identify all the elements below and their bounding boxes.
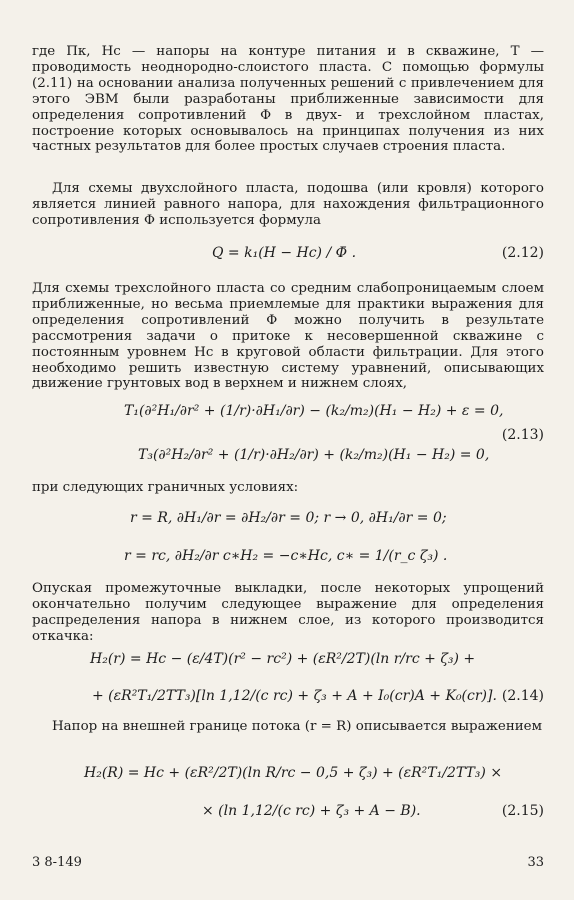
equation-2-13b-body: T₃(∂²H₂/∂r² + (1/r)·∂H₂/∂r) + (k₂/m₂)(Н₁ − Н₂) = 0, [138, 447, 490, 463]
paragraph-6: Напор на внешней границе потока (r = R) описывается выражением [52, 719, 543, 734]
equation-2-14a [32, 646, 544, 672]
equation-2-14b-body: + (εR²T₁/2TT₃)[ln 1,12/(c rс) + ζ₃ + A + I₀(cr)A + K₀(cr)]. [92, 688, 497, 704]
equation-2-14a-body: H₂(r) = Нс − (ε/4T)(r² − rс²) + (εR²/2T)(ln r/rс + ζ₃) + [90, 651, 476, 667]
equation-2-15a [32, 760, 544, 786]
boundary-condition-1-body: r = R, ∂H₁/∂r = ∂H₂/∂r = 0; r → 0, ∂H₁/∂r = 0; [130, 510, 447, 526]
paragraph-1: где Пк, Нс — напоры на контуре питания и в скважине, T — проводимость неоднородно-слоистого пласта. С помощью формулы (2.11) на основании анализа полученных решений с привлечением для этого ЭВМ были разработаны приближенные зависимости для определения сопротивлений Φ в двух- и трехслойном пластах, построение которых основывалось на принципах получения из них частных результатов для более простых случаев строения пласта. [32, 44, 544, 155]
equation-2-12 [32, 240, 544, 266]
paragraph-4: при следующих граничных условиях: [32, 480, 299, 495]
equation-2-15a-body: H₂(R) = Нс + (εR²/2T)(ln R/rс − 0,5 + ζ₃) + (εR²T₁/2TT₃) × [84, 765, 503, 781]
boundary-condition-2-body: r = rс, ∂H₂/∂r c∗H₂ = −c∗Нс, c∗ = 1/(r_c ζ₃) . [124, 548, 448, 564]
equation-number-2-14: (2.14) [501, 688, 544, 704]
printer-signature: 3 8-149 [32, 855, 82, 870]
equation-2-13a [32, 398, 544, 424]
equation-number-2-12: (2.12) [501, 245, 544, 261]
paragraph-3: Для схемы трехслойного пласта со средним слабопроницаемым слоем приближенные, но весьма приемлемые для практики выражения для определения сопротивлений Φ можно получить в результате рассмотрения задачи о притоке к несовершенной скважине с постоянным уровнем Нс в круговой области фильтрации. Для этого необходимо решить известную систему уравнений, описывающих движение грунтовых вод в верхнем и нижнем слоях, [32, 281, 544, 392]
equation-2-13a-body: T₁(∂²H₁/∂r² + (1/r)·∂H₁/∂r) − (k₂/m₂)(Н₁ − Н₂) + ε = 0, [124, 403, 504, 419]
equation-number-2-15: (2.15) [501, 803, 544, 819]
boundary-condition-2 [32, 543, 544, 569]
boundary-condition-1 [32, 505, 544, 531]
equation-number-2-13: (2.13) [501, 427, 544, 443]
paragraph-5: Опуская промежуточные выкладки, после некоторых упрощений окончательно получим следующее выражение для определения распределения напора в нижнем слое, из которого производится откачка: [32, 581, 544, 644]
equation-2-13b [32, 442, 544, 468]
equation-2-15b-body: × (ln 1,12/(c rс) + ζ₃ + A − B). [202, 803, 421, 819]
page-number: 33 [527, 855, 544, 870]
equation-2-12-body: Q = k₁(Н − Нс) / Φ̄ . [212, 245, 357, 261]
equation-2-14b [32, 683, 544, 709]
paragraph-2: Для схемы двухслойного пласта, подошва (или кровля) которого является линией равного напора, для нахождения фильтрационного сопротивления Φ используется формула [32, 181, 544, 228]
equation-2-15b [32, 798, 544, 824]
